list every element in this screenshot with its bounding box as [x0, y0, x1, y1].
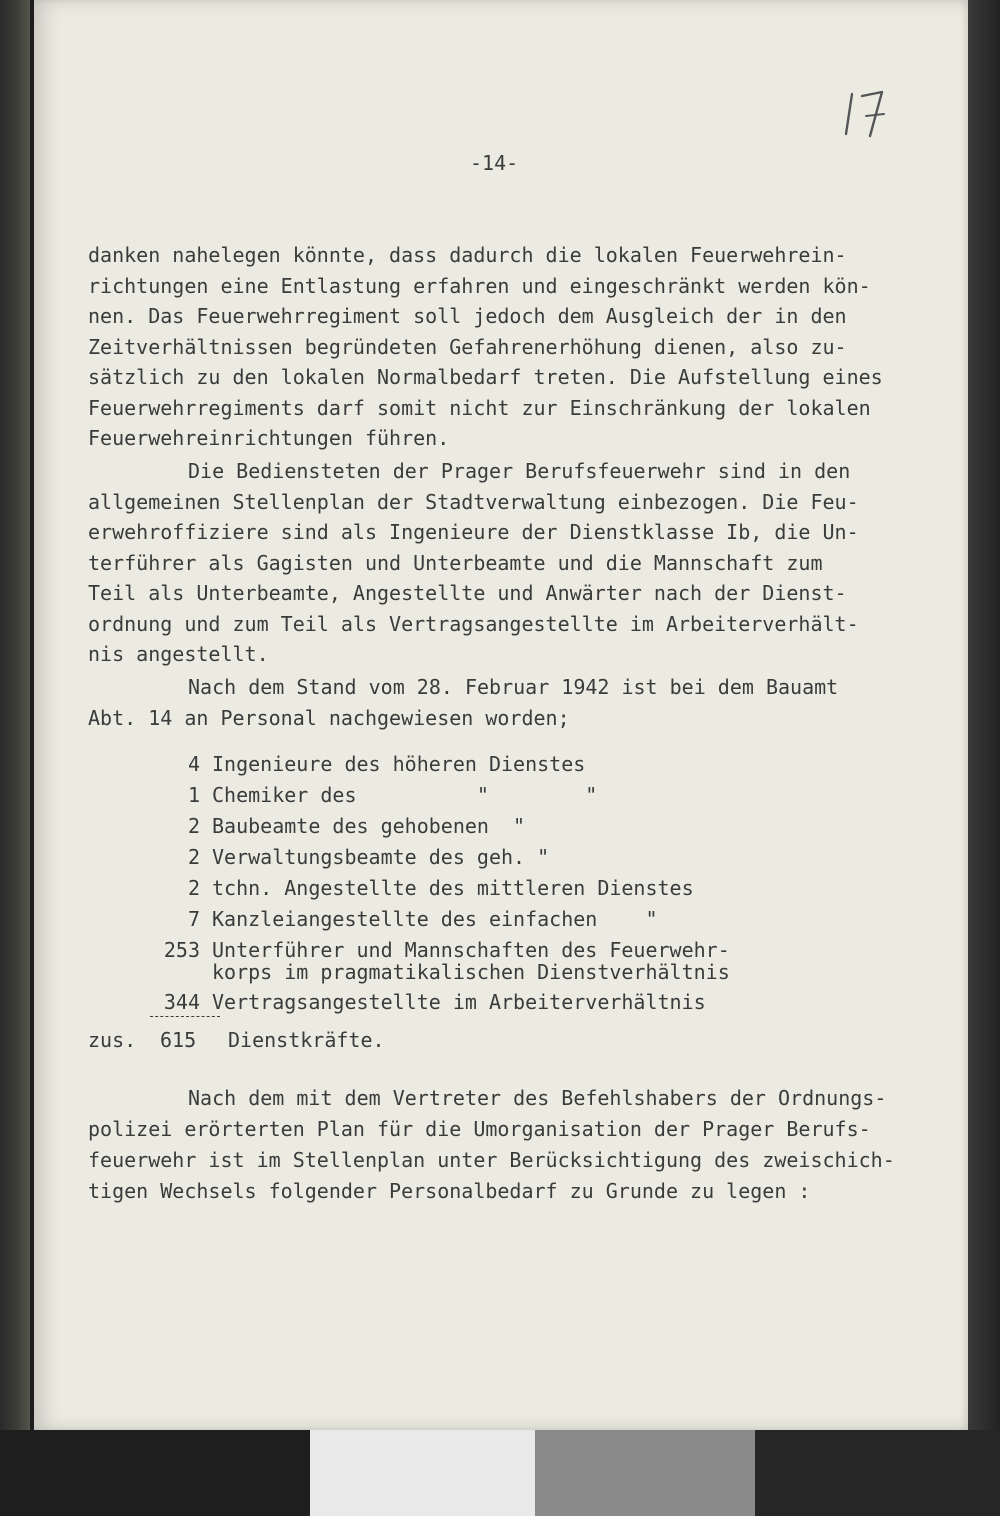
staff-description: tchn. Angestellte des mittleren Dienstes — [212, 876, 694, 900]
staff-description: Baubeamte des gehobenen " — [212, 814, 526, 838]
staff-count: 253 — [163, 938, 200, 962]
staff-description: Kanzleiangestellte des einfachen " — [212, 907, 658, 931]
page-edge — [968, 0, 1000, 1430]
staff-description: Vertragsangestellte im Arbeiterverhältnis — [212, 990, 706, 1014]
page-number: -14- — [470, 151, 519, 175]
paragraph-line: nen. Das Feuerwehrregiment soll jedoch dem Ausgleich der in den — [88, 304, 847, 328]
paragraph-line: feuerwehr ist im Stellenplan unter Berücksichtigung des zweischich- — [88, 1148, 895, 1172]
staff-count: 2 — [187, 845, 200, 869]
color-strip-white — [310, 1430, 535, 1516]
paragraph-line: Feuerwehrregiments darf somit nicht zur Einschränkung der lokalen — [88, 395, 871, 420]
paragraph-line: danken nahelegen könnte, dass dadurch die lokalen Feuerwehrein- — [88, 243, 847, 267]
paragraph-line: polizei erörterten Plan für die Umorganisation der Prager Berufs- — [88, 1117, 871, 1141]
color-strip-gray — [535, 1430, 755, 1516]
paragraph-line: Abt. 14 an Personal nachgewiesen worden; — [88, 705, 570, 730]
staff-count: 2 — [187, 814, 200, 838]
sum-underline — [150, 1015, 220, 1017]
staff-count: 344 — [163, 990, 200, 1014]
staff-description: Chemiker des " " — [212, 783, 598, 807]
staff-description: Ingenieure des höheren Dienstes — [212, 752, 586, 776]
paragraph-line: nis angestellt. — [88, 642, 269, 666]
paragraph-line: Teil als Unterbeamte, Angestellte und Anwärter nach der Dienst- — [88, 581, 847, 605]
paragraph-line: terführer als Gagisten und Unterbeamte und die Mannschaft zum — [88, 550, 823, 575]
paragraph-line: ordnung und zum Teil als Vertragsangestellte im Arbeiterverhält- — [88, 611, 859, 636]
staff-description: Verwaltungsbeamte des geh. " — [212, 845, 550, 869]
paragraph-line: tigen Wechsels folgender Personalbedarf zu Grunde zu legen : — [88, 1179, 811, 1203]
paragraph-line: richtungen eine Entlastung erfahren und eingeschränkt werden kön- — [88, 273, 871, 298]
handwritten-folio-number — [840, 82, 900, 142]
staff-count: 1 — [187, 783, 200, 807]
total-label: zus. — [88, 1028, 137, 1052]
color-strip-dark — [755, 1430, 1000, 1516]
paragraph-line: sätzlich zu den lokalen Normalbedarf treten. Die Aufstellung eines — [88, 365, 883, 389]
staff-count: 7 — [187, 907, 200, 931]
staff-count: 4 — [187, 752, 200, 776]
staff-description: korps im pragmatikalischen Dienstverhältnis — [212, 960, 730, 984]
paragraph-line: Nach dem Stand vom 28. Februar 1942 ist bei dem Bauamt — [188, 675, 839, 699]
total-count: 615 — [160, 1028, 197, 1052]
paragraph-line: Nach dem mit dem Vertreter des Befehlshabers der Ordnungs- — [188, 1086, 887, 1110]
paragraph-line: Zeitverhältnissen begründeten Gefahrenerhöhung dienen, also zu- — [88, 334, 847, 359]
paragraph-line: Die Bediensteten der Prager Berufsfeuerwehr sind in den — [188, 459, 851, 483]
total-text: Dienstkräfte. — [228, 1028, 385, 1052]
paragraph-line: erwehroffiziere sind als Ingenieure der Dienstklasse Ib, die Un- — [88, 520, 859, 544]
paragraph-line: allgemeinen Stellenplan der Stadtverwaltung einbezogen. Die Feu- — [88, 489, 859, 514]
paragraph-line: Feuerwehreinrichtungen führen. — [88, 426, 450, 450]
staff-description: Unterführer und Mannschaften des Feuerwehr- — [212, 938, 730, 962]
book-binding — [0, 0, 30, 1430]
staff-count: 2 — [187, 876, 200, 900]
